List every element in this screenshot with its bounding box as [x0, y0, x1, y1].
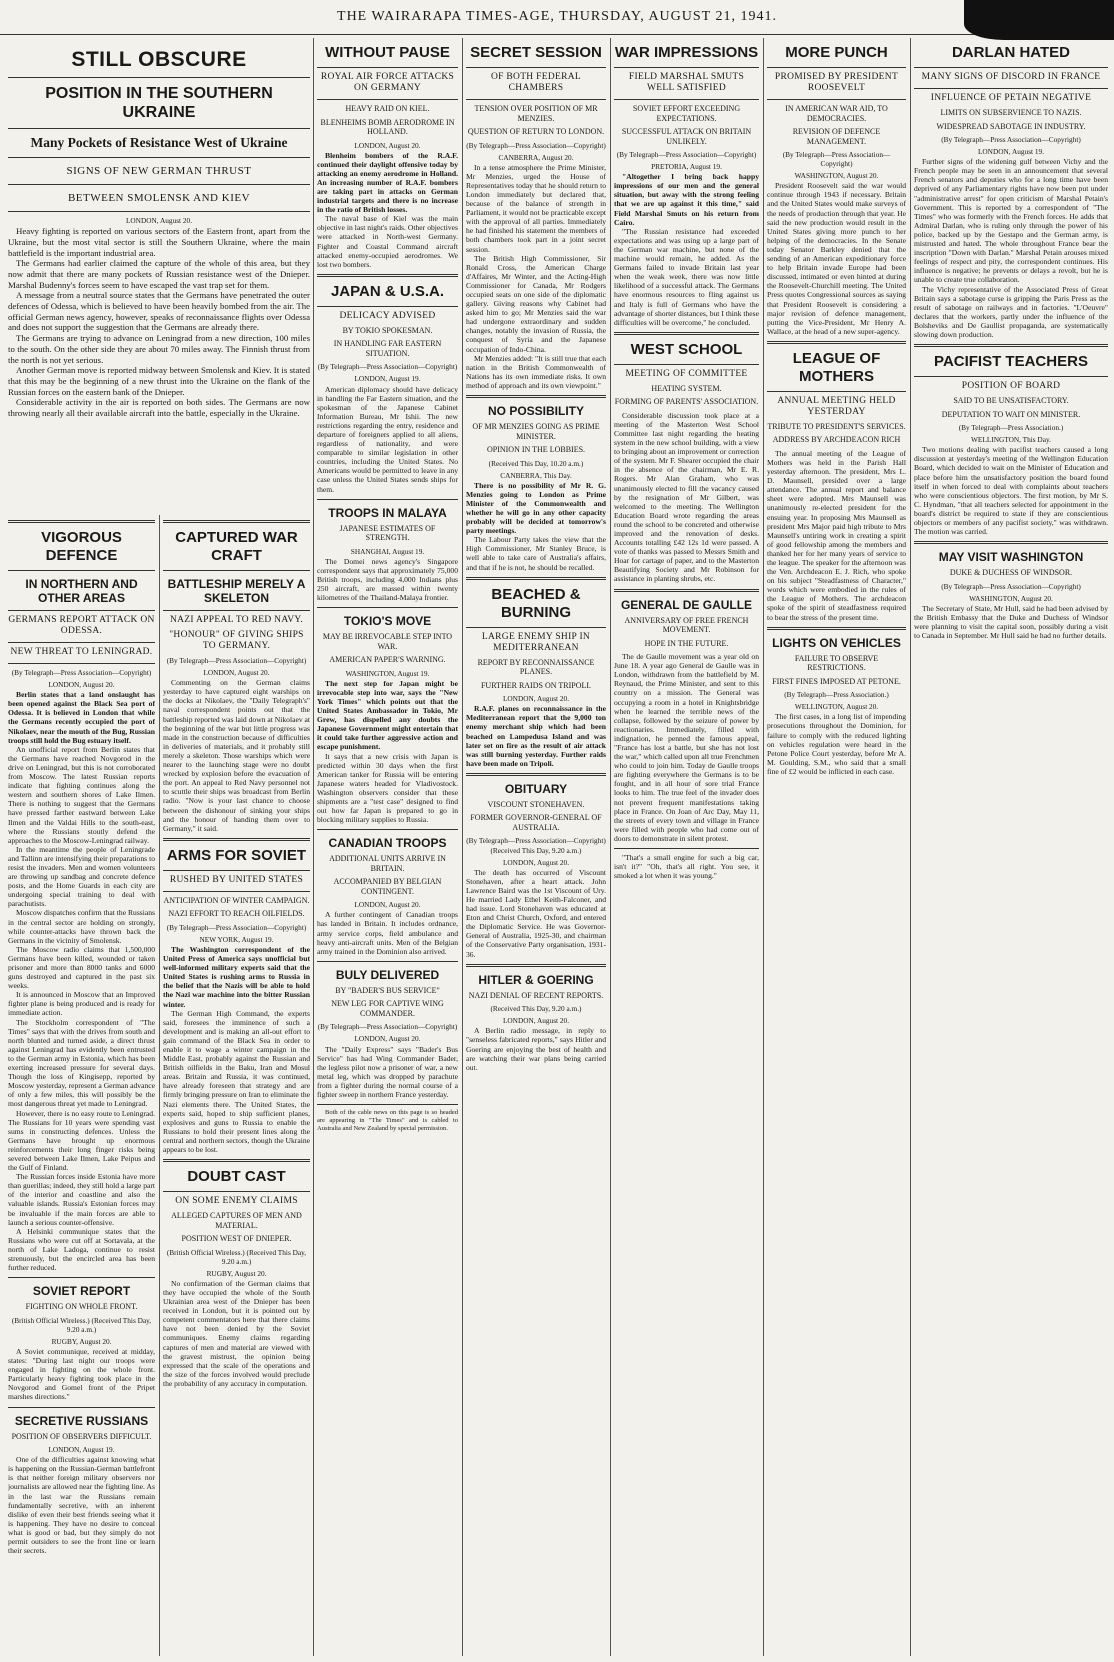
war-impressions-body: "The Russian resistance had exceeded expectations and was using up a large part of the German war machine, but none of the machine would remain, he added. As the Germans failed to invade Britain last year when the weak week, there was now little likelihood of a successful attack. The Germans have enormous resources to fling against us and Italy is full of Germans who have the advantage of shorter distances, but I think these difficulties will be overcome," he concluded.: [614, 226, 759, 327]
buly-credit: (By Telegraph—Press Association—Copyright): [317, 1022, 458, 1032]
no-possibility-dateline: CANBERRA, This Day.: [500, 470, 572, 480]
soviet-sub: FIGHTING ON WHOLE FRONT.: [25, 1302, 138, 1312]
lights-sub2: FIRST FINES IMPOSED AT PETONE.: [772, 676, 901, 686]
without-pause-lead-para: Blenheim bombers of the R.A.F. continued their daylight offensive today by attacking an enemy aerodrome in Holland. An increasing number of R.A.F. bombers are taking part in attacks on German industrial targets and there is no increase in the ratio of British losses.: [317, 150, 458, 215]
darlan-sub3: LIMITS ON SUBSERVIENCE TO NAZIS.: [940, 108, 1082, 117]
secret-session-credit: (By Telegraph—Press Association—Copyright): [466, 140, 606, 150]
obituary-title: OBITUARY: [504, 781, 568, 796]
doubt-dateline: RUGBY, August 20.: [206, 1268, 267, 1278]
secretive-title: SECRETIVE RUSSIANS: [14, 1413, 149, 1428]
without-pause-sub2: HEAVY RAID ON KIEL.: [345, 104, 430, 113]
pacifist-sub1: POSITION OF BOARD: [961, 381, 1061, 392]
pacifist-sub2: SAID TO BE UNSATISFACTORY.: [953, 396, 1069, 406]
column-5: [614, 38, 759, 1656]
cable-note: Both of the cable news on this page is so headed are appearing in "The Times" and is cabled to Australia and New Zealand by special permission.: [317, 1109, 458, 1133]
arms-sub2: ANTICIPATION OF WINTER CAMPAIGN.: [163, 895, 310, 905]
lead-dateline: LONDON, August 20.: [125, 216, 193, 225]
obituary-sub2: FORMER GOVERNOR-GENERAL OF AUSTRALIA.: [470, 813, 602, 832]
without-pause-sub1: ROYAL AIR FORCE ATTACKS ON GERMANY: [320, 72, 455, 93]
darlan-sub2: INFLUENCE OF PETAIN NEGATIVE: [930, 93, 1092, 103]
vigorous-para: However, there is no easy route to Leningrad. The Russians for 10 years were spending vast sums in constructing defences. Unless the Germans have brought up enormous reinforcements their long finger risks being severed between Lake Ilmen, Lake Peipus and the Gulf of Finland.: [8, 1108, 155, 1173]
darlan-sub4: WIDESPREAD SABOTAGE IN INDUSTRY.: [936, 121, 1086, 131]
obituary-sub1: VISCOUNT STONEHAVEN.: [487, 799, 585, 809]
secret-session-sub2: TENSION OVER POSITION OF MR MENZIES.: [474, 104, 598, 123]
masthead: THE WAIRARAPA TIMES-AGE, THURSDAY, AUGUST 21, 1941.: [0, 0, 1114, 35]
more-punch-dateline: WASHINGTON, August 20.: [794, 171, 879, 181]
japan-sub2: BY TOKIO SPOKESMAN.: [342, 325, 433, 335]
visit-sub: DUKE & DUCHESS OF WINDSOR.: [949, 568, 1073, 578]
obituary-body: The death has occurred of Viscount Stonehaven, after a heart attack. John Lawrence Baird was the 1st Viscount of Ury. He married Lady Ethel Keith-Falconer, and had issue. Lord Stonehaven was educated at Eton and Christ Church, Oxford, and entered the Diplomatic Service. He was Governor-General of Australia, 1925-30, and chairman of the Conservative Party organisation, 1931-36.: [466, 867, 606, 959]
secretive-dateline: LONDON, August 19.: [48, 1445, 115, 1455]
visit-credit: (By Telegraph—Press Association—Copyright): [941, 581, 1081, 591]
column-7: [914, 38, 1108, 1656]
column-1: [8, 515, 155, 1656]
japan-dateline: LONDON, August 19.: [354, 374, 421, 384]
obituary-credit: (By Telegraph—Press Association—Copyright) (Received This Day, 9.20 a.m.): [466, 836, 606, 855]
column-3: [317, 38, 458, 1656]
visit-dateline: WASHINGTON, August 20.: [969, 593, 1053, 603]
pacifist-body: Two motions dealing with pacifist teachers caused a long discussion at yesterday's meeting of the Wellington Education Board, which decided to wait on the Minister of Education and place before him the unsatisfactory position the board found itself in when forced to deal with complaints about teachers who were conscientious objectors. The first motion, by Mr S. C. Hyndman, "that all teachers selected for appointment in the board's district be required to state if they are conscientious objectors or members of any pacifist society," was withdrawn. The motion was carried.: [914, 445, 1108, 537]
vigorous-sub1: IN NORTHERN AND OTHER AREAS: [25, 577, 138, 605]
canadian-title: CANADIAN TROOPS: [328, 836, 447, 851]
beached-body: R.A.F. planes on reconnaissance in the Mediterranean report that the 9,000 ton enemy merchant ship which had been beached on Lampedusa Island and was later set on fire as the result of air attack was still burning yesterday. Further raids have been made on Tripoli.: [466, 704, 606, 768]
soviet-title: SOVIET REPORT: [32, 1284, 131, 1299]
west-school-sub3: FORMING OF PARENTS' ASSOCIATION.: [614, 397, 759, 407]
vigorous-credit: (By Telegraph—Press Association—Copyright): [11, 668, 152, 677]
darlan-sub1: MANY SIGNS OF DISCORD IN FRANCE: [921, 72, 1101, 82]
secret-session-dateline: CANBERRA, August 20.: [498, 152, 574, 162]
league-sub1: ANNUAL MEETING HELD YESTERDAY: [777, 395, 896, 417]
vigorous-para: It is announced in Moscow that an Improved fighter plane is being produced and is ready for immediate action.: [8, 990, 155, 1018]
buly-body: The "Daily Express" says "Bader's Bus Service" has had Wing Commander Bader, the legless pilot now a prisoner of war, a new metal leg, which was dropped by parachute from a fighter during the normal course of a fighter sweep in northern France yesterday.: [317, 1044, 458, 1099]
japan-credit: (By Telegraph—Press Association—Copyright): [317, 362, 458, 372]
west-school-title: WEST SCHOOL: [630, 340, 743, 358]
no-possibility-lead-para: There is no possibility of Mr R. G. Menzies going to London as Prime Minister of the Commonwealth and whether he will go in any other capacity probably will be decided at tomorrow's party meetings.: [466, 480, 606, 536]
tokio-sub1: MAY BE IRREVOCABLE STEP INTO WAR.: [322, 632, 453, 651]
beached-sub2: REPORT BY RECONNAISSANCE PLANES.: [477, 657, 595, 677]
canadian-body: A further contingent of Canadian troops has landed in Britain. It includes ordnance, army service corps, field ambulance and heavy anti-aircraft units. Men of the Belgian army trained in the Dominion also arrived.: [317, 910, 458, 956]
canadian-sub2: ACCOMPANIED BY BELGIAN CONTINGENT.: [333, 877, 442, 896]
more-punch-body: President Roosevelt said the war would continue through 1943 if necessary. Britain and the United States would make surveys of the needs of production through that year. He said the new production would result in the United States giving more punch to her helping of the democracies. In the Senate today Senator Barkley denied that the sending of an American expeditionary force to help Britain invade Europe had been discussed, intimated or even hinted at during the Roosevelt-Churchill meeting. The United Press quotes Congressional sources as saying that President Roosevelt is considering a major revision of defence management, putting the Vice-President, Mr Henry A. Wallace, at the head of a new super-agency.: [767, 181, 906, 336]
vigorous-para: The Russian forces inside Estonia have more than guerillas; indeed, they still hold a large part of the interior and coastline and also the valuable islands. Russia's Estonian forces may be invaluable if the main forces are able to launch a serious counter-offensive.: [8, 1172, 155, 1227]
lights-dateline: WELLINGTON, August 20.: [794, 702, 879, 712]
visit-title: MAY VISIT WASHINGTON: [938, 550, 1084, 565]
lead-deck-1: SIGNS OF NEW GERMAN THRUST: [66, 165, 252, 177]
tokio-sub2: AMERICAN PAPER'S WARNING.: [329, 655, 446, 665]
no-possibility-sub2: OPINION IN THE LOBBIES.: [486, 445, 586, 455]
obituary-dateline: LONDON, August 20.: [502, 857, 570, 867]
secret-session-body2: The British High Commissioner, Sir Ronald Cross, the American Charge d'Affaires, Mr Winter, and the Acting-High Commissioner for Canada, Mr Rodgers occupied seats on one side of the diplomatic gallery. Giving reasons why Cabinet had asked him to go; Mr Menzies said the war had undergone extraordinary and sudden changes, notably the invasion of Russia, the conquest of Syria and the Japanese occupation of Indo-China.: [466, 253, 606, 354]
war-impressions-lead-para: "Altogether I bring back happy impressions of our men and the general situation, but away with the strong feeling that we are up against it this time," said Field Marshal Smuts on his return from Cairo.: [614, 172, 759, 227]
captured-sub1: BATTLESHIP MERELY A SKELETON: [167, 577, 306, 605]
soviet-dateline: RUGBY, August 20.: [51, 1336, 112, 1346]
arms-body: The German High Command, the experts said, foresees the imminence of such a development and is making an all-out effort to gain command of the Black Sea in order to enable it to wage a winter campaign in the Middle East, probably against the Russian and British oilfields in the Baku, Iran and Mosul areas. Britain and Russia, it was continued, have already foreseen that strategy and are firmly bringing pressure on Iran to eliminate the Nazi elements there. The United States, the experts said, hoped to ship sufficient planes, explosives and guns to Russia to enable the Russians to hold their present lines along the central and northern sectors, though the Ukraine appears to be lost.: [163, 1008, 310, 1155]
vigorous-para: The Moscow radio claims that 1,500,000 Germans have been killed, wounded or taken prisoner and more than 8000 tanks and 6000 guns destroyed and captured in the past six weeks.: [8, 944, 155, 991]
de-gaulle-sub2: HOPE IN THE FUTURE.: [644, 638, 729, 648]
doubt-sub1: ON SOME ENEMY CLAIMS: [175, 1196, 298, 1207]
malaya-title: TROOPS IN MALAYA: [328, 505, 447, 520]
doubt-body: No confirmation of the German claims that they have occupied the whole of the South Ukrainian area west of the Dnieper has been received in London, but it is pointed out by competent commentators here that there claims have not been denied by the Soviet communiques. Enemy claims regarding captures of men and material are viewed with the gravest mistrust, the opinion being expressed that the scale of the operations and the size of the forces involved would preclude the probability of any accuracy in computation.: [163, 1278, 310, 1388]
secret-session-title: SECRET SESSION: [470, 44, 602, 61]
hitler-dateline: LONDON, August 20.: [502, 1016, 570, 1026]
buly-title: BULY DELIVERED: [335, 967, 440, 982]
hitler-body: A Berlin radio message, in reply to "senseless fabricated reports," says Hitler and Goering are enjoying the best of health and are watching their war plans being carried out.: [466, 1026, 606, 1072]
vigorous-para: The Stockholm correspondent of "The Times" says that with the drives from south and north blunted and turned aside, a direct thrust against Leningrad has evidently been entrusted to the German army in Estonia, which has been exerting increased pressure for several days. Though the loss of Kingisepp, reported by Moscow yesterday, represent a German advance of only a few miles, this will possibly be the most dangerous threat yet made to Leningrad.: [8, 1017, 155, 1109]
war-impressions-sub1: FIELD MARSHAL SMUTS WELL SATISFIED: [628, 72, 745, 93]
pacifist-title: PACIFIST TEACHERS: [934, 353, 1088, 371]
secretive-sub: POSITION OF OBSERVERS DIFFICULT.: [11, 1431, 152, 1441]
japan-sub3: IN HANDLING FAR EASTERN SITUATION.: [333, 339, 442, 358]
lights-title: LIGHTS ON VEHICLES: [772, 635, 901, 650]
league-sub2: TRIBUTE TO PRESIDENT'S SERVICES.: [767, 421, 906, 431]
arms-sub1: RUSHED BY UNITED STATES: [169, 874, 304, 885]
buly-sub1: BY "BADER'S BUS SERVICE": [335, 985, 440, 995]
beached-sub1: LARGE ENEMY SHIP IN MEDITERRANEAN: [481, 631, 591, 653]
darlan-title: DARLAN HATED: [951, 44, 1071, 61]
column-4: [466, 38, 606, 1656]
malaya-dateline: SHANGHAI, August 19.: [350, 546, 425, 556]
without-pause-sub3: BLENHEIMS BOMB AERODROME IN HOLLAND.: [320, 117, 455, 136]
captured-body: Commenting on the German claims yesterday to have captured eight warships on the docks at Nikolaev, the "Daily Telegraph's" naval correspondent points out that the battleship reported was laid down at Nikolaev at the beginning of the war but little progress was made in the construction because of difficulties in deliveries of materials, and it probably still merely a skeleton. Those warships which were nearer to the launching stage were no doubt wrecked by explosion before the evacuation of the port. An appeal to Red Navy personnel not to scuttle their ships was broadcast from Berlin radio. "Now is your last chance to choose between the dishonour of sinking your ships and the honour of handing them over to Germany," it said.: [163, 678, 310, 833]
darlan-dateline: LONDON, August 19.: [977, 147, 1045, 157]
lead-story: [8, 40, 310, 510]
west-school-sub1: MEETING OF COMMITTEE: [625, 368, 748, 379]
without-pause-title: WITHOUT PAUSE: [325, 44, 450, 61]
west-school-sub2: HEATING SYSTEM.: [651, 383, 722, 393]
war-impressions-dateline: PRETORIA, August 19.: [651, 162, 722, 172]
war-impressions-sub2: SOVIET EFFORT EXCEEDING EXPECTATIONS.: [632, 104, 741, 123]
lead-paragraph: Heavy fighting is reported on various sectors of the Eastern front, apart from the Ukraine, but the most vital sector is still the Southern Ukraine, where the main battlefield is the important industrial area.: [8, 226, 310, 258]
more-punch-sub2: IN AMERICAN WAR AID, TO DEMOCRACIES.: [785, 104, 888, 123]
canadian-dateline: LONDON, August 20.: [354, 900, 421, 910]
arms-title: ARMS FOR SOVIET: [166, 846, 307, 864]
league-body: The annual meeting of the League of Mothers was held in the Parish Hall yesterday afternoon. The president, Mrs L. D. Maunsell, presided over a large attendance. The annual report and balance sheet were adopted. Mrs Maunsell was unanimously re-elected president for the ensuing year. In proposing Mrs Maunsell as president Mrs Major paid high tribute to Mrs Maunsell's untiring work in creating a spirit of good fellowship among the members and thanked her for her many years of service to the league. The speaker for the afternoon was the Ven. Archdeacon E. J. Rich, who spoke on his subject "Steadfastness of Character," words which were embodied in the rules of the League of Mothers. The archdeacon spoke of the spirit of steadfastness required to bear the stress of the present time.: [767, 448, 906, 622]
vigorous-dateline: LONDON, August 20.: [48, 680, 115, 690]
doubt-credit: (British Official Wireless.) (Received This Day, 9.20 a.m.): [166, 1247, 307, 1266]
war-impressions-credit: (By Telegraph—Press Association—Copyright): [616, 150, 757, 159]
no-possibility-body: The Labour Party takes the view that the High Commissioner, Mr Stanley Bruce, is well able to take care of Australia's affairs, and that if he is not, he should be recalled.: [466, 535, 606, 572]
vigorous-sub3: NEW THREAT TO LENINGRAD.: [10, 647, 153, 657]
lead-paragraph: The Germans had earlier claimed the capture of the whole of this area, but they now admit that there are many pockets of Russian resistance west of the Dnieper. Marshal Budenny's forces seem to have escaped the vast trap set for them.: [8, 258, 310, 290]
war-impressions-title: WAR IMPRESSIONS: [614, 44, 759, 61]
beached-title: BEACHED & BURNING: [491, 585, 581, 621]
vigorous-para: A Helsinki communique states that the Russians who were cut off at Sortavala, at the north of Lake Ladoga, continue to resist strenuously, but the encircled area has been further reduced.: [8, 1226, 155, 1273]
lead-deck-2: BETWEEN SMOLENSK AND KIEV: [67, 192, 251, 204]
pacifist-credit: (By Telegraph—Press Association.): [958, 423, 1064, 433]
without-pause-dateline: LONDON, August 20.: [354, 140, 421, 150]
joke-filler: "That's a small engine for such a big car, isn't it?" "Oh, that's all right. You see, it smoked a lot when it was young.": [614, 853, 759, 881]
lead-paragraph: Considerable activity in the air is reported on both sides. The Germans are now throwing nearly all their available aircraft into the battle, especially in the Ukraine.: [8, 397, 310, 419]
darlan-body2: The Vichy representative of the Associated Press of Great Britain says a sabotage curse is gripping the Paris Press as the result of sabotage on railways and in factories. "L'Oeuvre" declares that the workers, partly under the influence of the Bolsheviks and De Gaullist propaganda, are systematically slowing down production.: [914, 284, 1108, 339]
soviet-body: A Soviet communique, received at midday, states: "During last night our troops were engaged in fighting on the whole front. Particularly heavy fighting took place in the Novgorod and Gomel front of the Pripet marshes directions.": [8, 1346, 155, 1402]
secret-session-sub1: OF BOTH FEDERAL CHAMBERS: [490, 72, 581, 93]
buly-dateline: LONDON, August 20.: [354, 1034, 421, 1044]
ink-blot: [964, 0, 1114, 40]
more-punch-credit: (By Telegraph—Press Association—Copyright): [782, 150, 891, 169]
column-2: [163, 515, 310, 1656]
malaya-body: The Domei news agency's Singapore correspondent says that approximately 75,000 British troops, including 4,000 Indians plus 250 aircraft, are massed within twenty kilometres of the Thailand-Malaya frontier.: [317, 556, 458, 603]
arms-credit: (By Telegraph—Press Association—Copyright): [166, 922, 307, 932]
doubt-sub3: POSITION WEST OF DNIEPER.: [181, 1234, 292, 1244]
darlan-credit: (By Telegraph—Press Association—Copyright): [941, 135, 1081, 144]
no-possibility-credit: (Received This Day, 10.20 a.m.): [488, 458, 584, 468]
captured-sub2: NAZI APPEAL TO RED NAVY.: [169, 615, 304, 625]
lead-paragraph: Another German move is reported midway between Smolensk and Kiev. It is stated that this may be the beginning of a new thrust into the Ukraine on the flank of the Russian forces on the eastern bank of the Dnieper.: [8, 365, 310, 397]
secret-session-body3: Mr Menzies added: "It is still true that each nation in the British Commonwealth of Nations has its own immediate risks. It own method of approach and its own viewpoint.": [466, 353, 606, 390]
more-punch-title: MORE PUNCH: [785, 44, 888, 61]
doubt-sub2: ALLEGED CAPTURES OF MEN AND MATERIAL.: [171, 1211, 302, 1230]
lights-body: The first cases, in a long list of impending prosecutions throughout the Dominion, for failure to comply with the reduced lighting on vehicles regulation were heard in the Petone Police Court yesterday, before Mr A. M. Goulding, S.M., who said that a small fine of £2 would be inflicted in each case.: [767, 712, 906, 776]
lights-sub1: FAILURE TO OBSERVE RESTRICTIONS.: [794, 653, 879, 673]
secret-session-body: In a tense atmosphere the Prime Minister, Mr Menzies, urged the House of Representatives today that he should return to London immediately but declared that, because of the balance of strength in Parliament, it would not be practicable except with the approval of all parties. Immediately he had finished his statement the members of both chambers took part in a joint secret session.: [466, 162, 606, 254]
de-gaulle-sub1: ANNIVERSARY OF FREE FRENCH MOVEMENT.: [624, 615, 749, 635]
captured-title: CAPTURED WAR CRAFT: [175, 529, 298, 564]
tokio-lead-para: The next step for Japan might be irrevocable step into war, says the "New York Times" which points out that the United States Ambassador in Tokio, Mr Grew, has dispelled any doubts the Japanese Government might entertain that it could take further aggressive action and escape punishment.: [317, 678, 458, 752]
lead-paragraph: A message from a neutral source states that the Germans have penetrated the outer defences of Odessa, which is believed to have been heavily bombed from the air. The official German news agency, however, speaks of reconnaissance flights over Odessa and does not support the suggestion that the Germans are already there.: [8, 290, 310, 333]
lead-paragraph: The Germans are trying to advance on Leningrad from a new direction, 100 miles to the south. On the other side they are about 70 miles away. The Finnish thrust from the north is not yet serious.: [8, 333, 310, 365]
arms-sub3: NAZI EFFORT TO REACH OILFIELDS.: [168, 909, 305, 919]
japan-title: JAPAN & U.S.A.: [330, 282, 445, 300]
darlan-body: Further signs of the widening gulf between Vichy and the French people may be seen in an announcement that several French senators and deputies who for a long time have been deprived of any Parliamentary rights have now been put under "administrative arrest" for open criticism of Marshal Petain's Government. This is reported by a correspondent of "The Times" who was formerly with the French forces. He adds that Admiral Darlan, who is ruling only through the power of his police, backed up by the Gestapo and the German army, is mistrusted and hated. The whole throughout France bear the inscription "Down with Darlan." Marshal Petain arouses mixed feelings of respect and pity, the correspondent continues. His influence is negative; he prevents or delays a revolt, but he is unable to create true collaboration.: [914, 157, 1108, 285]
vigorous-para: In the meantime the people of Leningrade and Tallinn are intensifying their preparations to resist the invaders. Men and women volunteers are throwing up sandbag and concrete defence posts, and the Home Guards in each city are undergoing special training to deal with parachutists.: [8, 844, 155, 909]
without-pause-body: The naval base of Kiel was the main objective in last night's raids. Other objectives were attacked in North-west Germany. Fighter and Coastal Command aircraft attacked enemy-occupied aerodromes. We lost two bombers.: [317, 214, 458, 269]
beached-sub3: FURTHER RAIDS ON TRIPOLI.: [480, 680, 592, 690]
hitler-title: HITLER & GOERING: [478, 972, 594, 987]
de-gaulle-title: GENERAL DE GAULLE: [620, 597, 753, 612]
de-gaulle-body: The de Gaulle movement was a year old on June 18. A year ago General de Gaulle was in London, withdrawn from the battlefield by M. Reynaud, the Prime Minister, and sent to this country on a mission. The General was occupying a room in a hotel in Knightsbridge when he learned the terrible news of the collapse, followed by the seizure of power by reactionaries. Immediately, filled with indignation, he penned the famous appeal, "France has lost a battle, but she has not lost the war," which called upon all true Frenchmen who could to join him. Today de Gaulle troops are fighting everywhere the Germans is to be fought, and in all hour of sore trial France looks to him. The true feel of the invader does not prevent frequent manifestations taking place in France. On Joan of Arc Day, May 11, the streets of every town and village in France were filled with people who had come out of doors to demonstrate in silent protest.: [614, 652, 759, 843]
arms-dateline: NEW YORK, August 19.: [199, 934, 274, 944]
tokio-dateline: WASHINGTON, August 19.: [345, 668, 430, 678]
vigorous-para: Moscow dispatches confirm that the Russians in the central sector are holding on strongly, while counter-attacks have thrown back the Germans in the vicinity of Smolensk.: [8, 908, 155, 945]
more-punch-sub1: PROMISED BY PRESIDENT ROOSEVELT: [774, 72, 899, 93]
canadian-sub1: ADDITIONAL UNITS ARRIVE IN BRITAIN.: [329, 854, 446, 873]
more-punch-sub3: REVISION OF DEFENCE MANAGEMENT.: [792, 127, 881, 146]
captured-credit: (By Telegraph—Press Association—Copyright): [166, 656, 307, 665]
vigorous-title: VIGOROUS DEFENCE: [41, 529, 122, 564]
tokio-title: TOKIO'S MOVE: [343, 614, 432, 629]
malaya-sub: JAPANESE ESTIMATES OF STRENGTH.: [339, 523, 436, 543]
vigorous-lead-para: Berlin states that a land onslaught has been opened against the Black Sea port of Odessa. It is believed in London that while the Germans recently occupied the port of Nikolaev, near the mouth of the Bug, Russian troops still hold the Bug estuary itself.: [8, 690, 155, 745]
captured-sub3: "HONOUR" OF GIVING SHIPS TO GERMANY.: [169, 630, 304, 651]
arms-lead-para: The Washington correspondent of the United Press of America says unofficial but well-informed military experts said that the United States is rushing arms to Russia in the belief that the Nazis will be able to hold the Nazi war machine into the bitter Russian winter.: [163, 944, 310, 1009]
lights-credit: (By Telegraph—Press Association.): [784, 690, 889, 700]
tokio-body: It says that a new crisis with Japan is predicted within 30 days when the first American tanker for Russia will be entering Japanese waters headed for Vladivostock. Washington observers consider that these shipments are a "test case" designed to find out how far Japan is prepared to go in blocking military supplies to Russia.: [317, 751, 458, 825]
column-6: [767, 38, 906, 1656]
war-impressions-sub3: SUCCESSFUL ATTACK ON BRITAIN UNLIKELY.: [621, 127, 752, 146]
captured-dateline: LONDON, August 20.: [203, 668, 270, 678]
no-possibility-title: NO POSSIBILITY: [487, 404, 584, 419]
japan-sub1: DELICACY ADVISED: [339, 310, 436, 321]
no-possibility-sub1: OF MR MENZIES GOING AS PRIME MINISTER.: [472, 422, 600, 441]
league-title: LEAGUE OF MOTHERS: [792, 349, 881, 385]
lead-body: [8, 226, 310, 419]
lead-title: STILL OBSCURE: [71, 48, 247, 71]
secret-session-sub3: QUESTION OF RETURN TO LONDON.: [467, 127, 605, 136]
soviet-credit: (British Official Wireless.) (Received This Day, 9.20 a.m.): [11, 1315, 152, 1334]
lead-headline: POSITION IN THE SOUTHERN UKRAINE: [45, 85, 273, 121]
japan-body: American diplomacy should have delicacy in handling the Far Eastern situation, and the spokesman of the Japanese Cabinet Information Bureau, Mr Ishii. The new restrictions regarding the entry, residence and departure of foreigners applied to all aliens, regardless of nationality, and were comparable to similar legislation in other countries, including the United States. No Americans would be permitted to leave in any case unless the United States sends ships for them.: [317, 384, 458, 494]
pacifist-sub3: DEPUTATION TO WAIT ON MINISTER.: [941, 409, 1081, 419]
pacifist-dateline: WELLINGTON, This Day.: [971, 435, 1051, 445]
vigorous-sub2: GERMANS REPORT ATTACK ON ODESSA.: [8, 615, 155, 636]
beached-dateline: LONDON, August 20.: [502, 694, 570, 704]
league-sub3: ADDRESS BY ARCHDEACON RICH: [772, 435, 901, 445]
hitler-sub: NAZI DENIAL OF RECENT REPORTS.: [468, 990, 604, 1000]
hitler-credit: (Received This Day, 9.20 a.m.): [490, 1004, 582, 1014]
vigorous-para: An unofficial report from Berlin states that the Germans have reached Novgorod in the drive on Leningrad, but this is not corroborated from Moscow. The latest Russian reports indicate that fighting continues along the western and southern shores of Lake Ilmen. There is nothing to suggest that the Germans have pressed farther eastward between Lake Ilmen and the Valdai Hills to the south-east, where the Russians stoutly defend the approaches to the Moscow-Leningrad railway.: [8, 744, 155, 845]
buly-sub2: NEW LEG FOR CAPTIVE WING COMMANDER.: [331, 999, 444, 1018]
doubt-title: DOUBT CAST: [187, 1168, 286, 1186]
lead-subheadline: Many Pockets of Resistance West of Ukraine: [30, 135, 288, 150]
west-school-body: Considerable discussion took place at a meeting of the Masterton West School Committee last night regarding the heating system in the new school building, with a view to bringing about an improvement or correction of the system. Mr F. Shearer occupied the chair in the absence of the chairman, Mr E. R. Rogers. Mr Alan Graham, who was unanimously elected to fill the vacancy caused by the resignation of Mr Gilbert, was welcomed to the meeting. The Wellington Education Board wrote regarding the areas round the school to be concreted and otherwise improved and the renovation of desks. Accounts totalling £42 12s 1d were passed. A vote of thanks was passed to Messrs Smith and Hoar for cartage of paper, and to the Masterton Beautifying Society and Mr Robinson for assistance in planting shrubs, etc.: [614, 410, 759, 584]
visit-body: The Secretary of State, Mr Hull, said he had been advised by the British Embassy that the Duke and Duchess of Windsor were planning to visit the capital soon, possibly during a visit to Canada in September. Mr Hull said he had no further details.: [914, 603, 1108, 641]
secretive-body: One of the difficulties against knowing what is happening on the Russian-German battlefront is that neither foreign military observers nor journalists are allowed near the fighting line. As in the last war the Russians remain fundamentally secretive, with an inherent dislike of even their best friends seeing what it is happening. They have no desire to conceal what is good or bad, but they simply do not permit outsiders to see the front line or learn their secrets.: [8, 1455, 155, 1556]
